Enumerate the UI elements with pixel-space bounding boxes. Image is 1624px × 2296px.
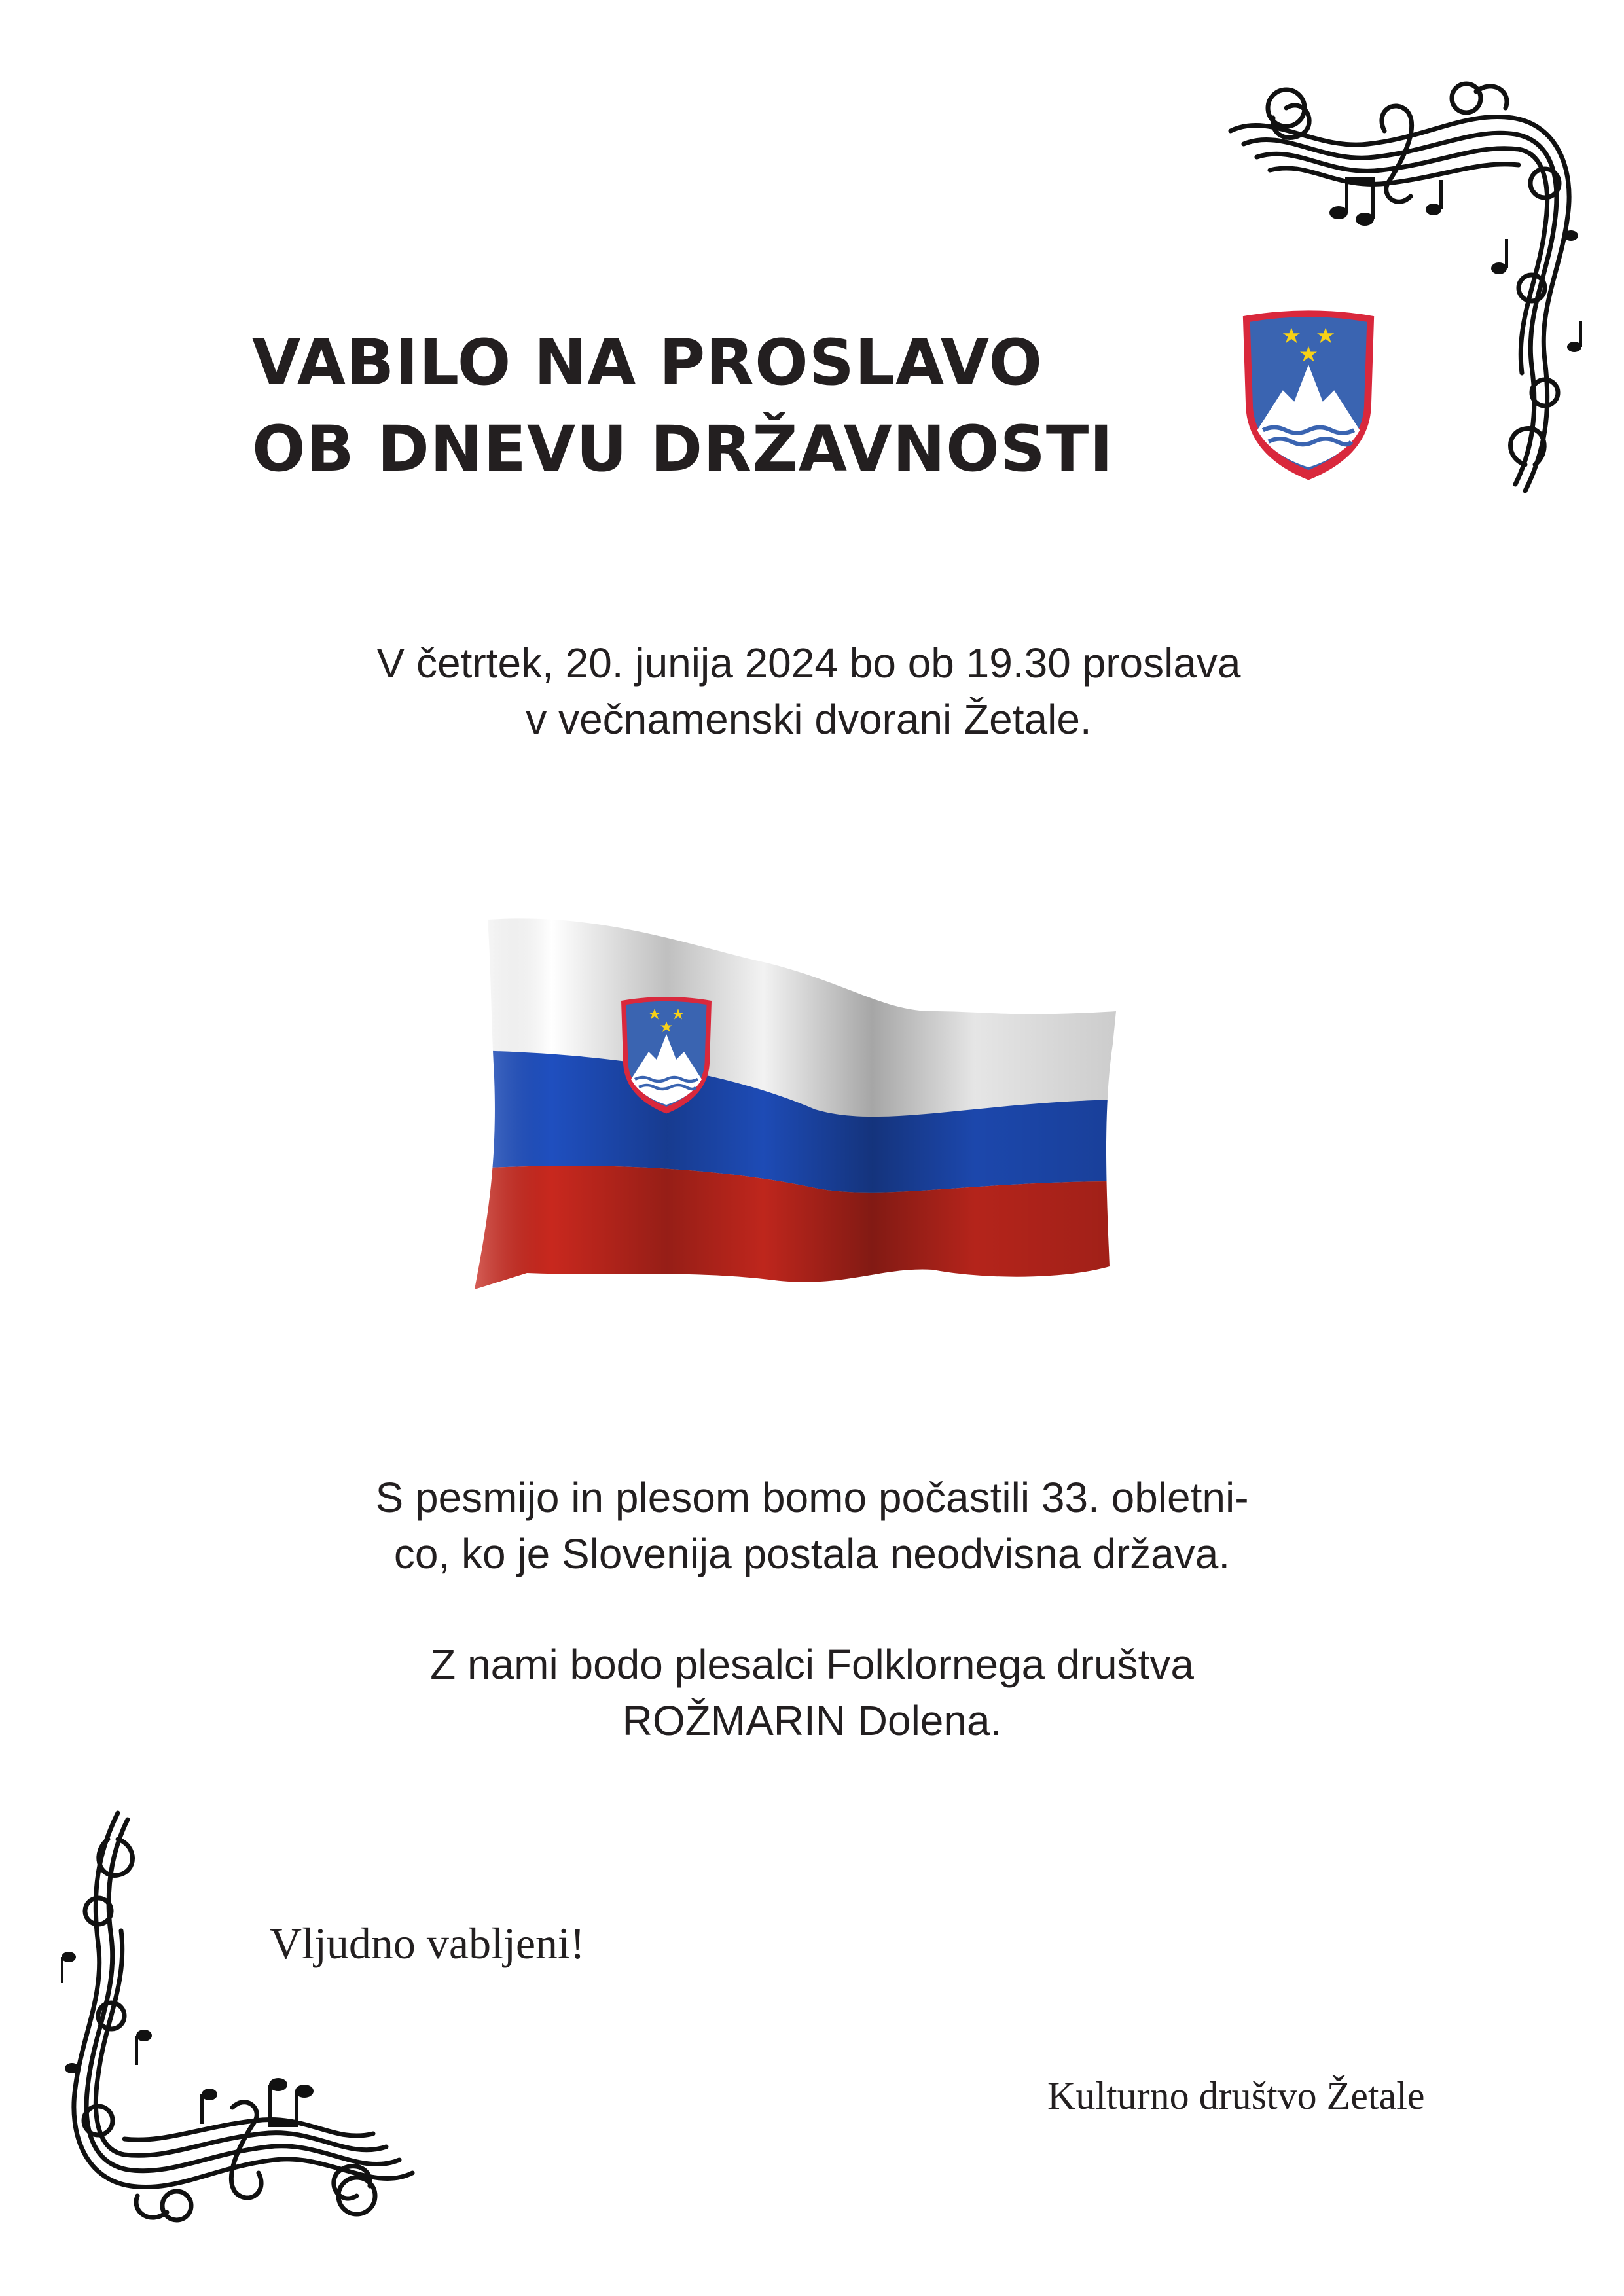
event-line-2: v večnamenski dvorani Žetale. xyxy=(526,696,1092,743)
celebration-line-1: S pesmijo in plesom bomo počastili 33. obletni- xyxy=(375,1474,1249,1521)
title-line-1: VABILO NA PROSLAVO xyxy=(252,326,1043,399)
music-notes-ornament-icon xyxy=(1218,72,1597,504)
event-line-1: V četrtek, 20. junija 2024 bo ob 19.30 proslava xyxy=(376,639,1241,687)
performers-text xyxy=(0,1636,1624,1749)
slovenian-flag-icon xyxy=(475,913,1116,1299)
organizer-signature: Kulturno društvo Žetale xyxy=(1047,2074,1425,2117)
page-title xyxy=(252,319,1168,492)
performers-line-1: Z nami bodo plesalci Folklornega društva xyxy=(430,1641,1194,1688)
invite-closing: Vljudno vabljeni! xyxy=(270,1918,585,1968)
title-line-2: OB DNEVU DRŽAVNOSTI xyxy=(252,412,1114,486)
event-info xyxy=(0,635,1621,747)
celebration-text xyxy=(0,1469,1624,1582)
performers-line-2: ROŽMARIN Dolena. xyxy=(622,1697,1002,1744)
music-notes-ornament-icon xyxy=(46,1800,425,2232)
celebration-line-2: co, ko je Slovenija postala neodvisna država. xyxy=(393,1530,1231,1577)
